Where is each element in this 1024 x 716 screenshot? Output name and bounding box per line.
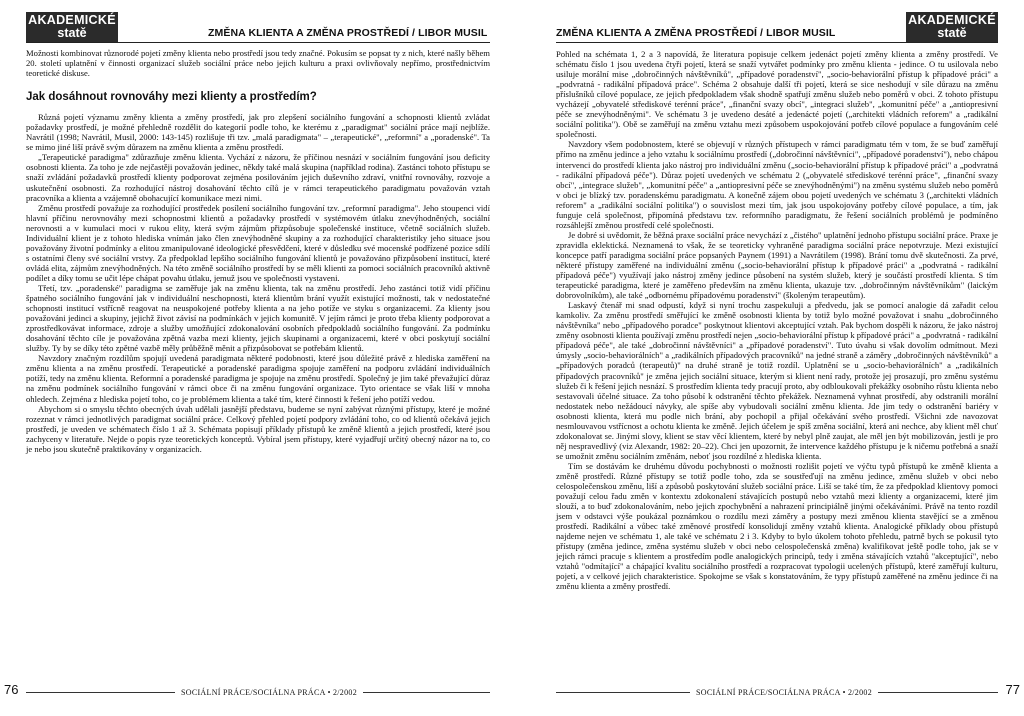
paragraph: „Terapeutické paradigma" zdůrazňuje změnu klienta. Vychází z názoru, že příčinou nesnází v sociálním fungování jsou deficity osobnosti klienta. Za toho je zde nejčastěji považován jedinec, někdy také malá skupina (například rodina). Zastánci tohoto přístupu se snaží zvládání požadavků prostředí klienty podporovat zejména posilováním jejich duševního zdraví, vnitřní rovnováhy, rozvoje a uskutečnění osobnosti. Za rozhodující nástroj dosahování těchto cílů je v rámci terapeutického paradigmatu považován vztah pracovníka a klienta a vzájemně obohacující komunikace mezi nimi. [26, 152, 490, 203]
section-heading: Jak dosáhnout rovnováhy mezi klienty a prostředím? [26, 91, 317, 104]
badge-line-2: statě [57, 26, 87, 40]
badge-line-1: AKADEMICKÉ [908, 13, 996, 27]
journal-name: SOCIÁLNÍ PRÁCE/SOCIÁLNA PRÁCA • 2/2002 [690, 688, 878, 697]
paragraph: Změnu prostředí považuje za rozhodující prostředek posílení sociálního fungování tzv. „reformní paradigma". Jeho stoupenci vidí hlavní příčinu nerovnováhy mezi schopnostmi klientů a požadavky prostředí v systémovém útlaku znevýhodněných, sociální nerovnosti a v kumulaci moci v rukou elity, která svým zájmům přizpůsobuje společenské instituce, včetně sociálních služeb. Individuální klient je z tohoto hlediska vnímán jako člen znevýhodněné skupiny a za rozhodující charakteristiky jeho situace jsou považovány životní podmínky a elitou zmanipulované ideologické přesvědčení, které v důsledku své mocenské podřízené pozice sdílí s ostatními členy své sociální vrstvy. Za předpoklad lepšího sociálního fungování klientů je považováno přizpůsobení institucí, které ovládá elita, zájmům znevýhodněných. Na této změně sociálního prostředí by se měli klienti za pomoci sociálních pracovníků aktivně podílet a díky tomu se učit lépe chápat povahu útlaku, jemuž jsou ve společnosti vystaveni. [26, 202, 490, 283]
right-body [556, 49, 998, 592]
intro-paragraph: Možnosti kombinovat různorodé pojetí změny klienta nebo prostředí jsou tedy značné. Pokusím se popsat ty z nich, které našly během 20. století uplatnění v činnosti organizací služeb sociální práce nebo jejich kulturu a praxi ovlivňovaly nepřímo, prostřednictvím teoretické diskuse. [26, 48, 490, 79]
page-number: 76 [4, 682, 19, 697]
running-title: ZMĚNA KLIENTA A ZMĚNA PROSTŘEDÍ / LIBOR MUSIL [208, 27, 488, 39]
paragraph: Třetí, tzv. „poradenské" paradigma se zaměřuje jak na změnu klienta, tak na změnu prostředí. Jeho zastánci totiž vidí příčinu špatného sociálního fungování jak v individuální neschopnosti, která klientům brání využít existující možnosti, tak v nedostatečné schopnosti institucí vstřícně reagovat na neuspokojené potřeby klienta a na jeho potíže ve styku s organizacemi. Za klienty jsou považováni jedinci a skupiny, jejichž život závisí na podmínkách v jejich komunitě. V jejím rámci je proto třeba klienty podporovat a zprostředkovávat informace, zdroje a služby umožňující zdokonalování osobních předpokladů sociálního fungování. Za podmínku dosahování těchto cíle je považována zpětná vazba mezi klienty, jejich skupinami a organizacemi, které v obci poskytují sociální služby. Ty by se díky této zpětné vazbě měly průběžně měnit a přizpůsobovat se potřebám klientů. [26, 282, 490, 354]
running-title: ZMĚNA KLIENTA A ZMĚNA PROSTŘEDÍ / LIBOR MUSIL [556, 27, 836, 39]
page-number: 77 [1005, 682, 1020, 697]
badge-line-2: statě [937, 26, 967, 40]
right-header [556, 6, 998, 43]
left-body [26, 48, 490, 454]
paragraph: Je dobré si uvědomit, že běžná praxe sociální práce nevychází z „čistého" uplatnění jednoho přístupu sociální práce. Praxe je zpravidla eklektická. Neznamená to však, že se teoreticky vyhraněné paradigma sociální práce nepotvrzuje. Mezi existující koncepce patří paradigma sociální práce popsaných Paynem (1991) a Navrátilem (1998). Brání tomu dvě skutečnosti. Za prvé, některé přístupy zaměřené na individuální změnu („socio-behaviorální přístup k případové práci" a „podvratná - radikální případová péče") využívají jako nástroj změny jedince působení na systém služeb, který je součástí prostředí klienta. S tím terapeutické paradigma, které je zaměřeno především na změnu klienta, ukazuje tzv. „dobročinným návštěvníkům" (laickým dobrovolníkům), ale také „odbornému případovému poradenství" (školeným terapeutům). [556, 229, 998, 301]
section-badge [906, 12, 998, 42]
badge-line-1: AKADEMICKÉ [28, 13, 116, 27]
paragraph: Navzdory značným rozdílům spojují uvedená paradigmata některé podobnosti, které jsou důležité právě z hlediska zaměření na změnu klienta a na změnu prostředí. Terapeutické a poradenské paradigma spojuje zaměření na podporu zvládání individuálních potíží, tedy na změnu klienta. Reformní a poradenské paradigma je spojuje na změnu prostředí. Společný je jim také převažující důraz na změnu podmínek sociálního fungování v rámci obce či na změnu fungování organizace. Tyto orientace se však liší v mnoha ohledech. Zejména z hlediska pojetí toho, co je problémem klienta a také tím, které činnosti k řešení jeho potíží vedou. [26, 353, 490, 404]
right-footer [512, 684, 1024, 706]
paragraph: Navzdory všem podobnostem, které se objevují v různých přístupech v rámci paradigmatu tém v tom, že se buď zaměřují přímo na změnu jedince a jeho vztahu k sociálnímu prostředí („dobročinní návštěvníci", „případové poradenství"), nebo chápou intervenci do prostředí klienta jako nástroj pro individuální změnu („socio-behaviorální přístup k případové práci" a „podvratná - radikální případová péče"). Důraz pojetí uvedených ve schématu 2 („obyvatelé střediskové terénní práce", „finanční svazy obcí", „integrace služeb", „komunitní péče" a „antiopresivní péče se znevýhodněnými") na změnu systému služeb nebo poměrů v obci je blízký tzv. poradenskému paradigmatu. A konečně zájem obou pojetí uvedených ve schématu 3 („architekti vládních reforem" a „radikální sociální politika") o souvislost mezi tím, jak jsou uspokojovány potřeby cílové populace, a tím, jak funguje celá společnost, připomíná představu tzv. reformního paradigmatu, že řešení sociálních problémů je podmíněno rozsáhlejší změnou prostředí celé společnosti. [556, 139, 998, 230]
left-footer [0, 684, 512, 706]
paragraph: Pohled na schémata 1, 2 a 3 napovídá, že literatura popisuje celkem jedenáct pojetí změny klienta a změny prostředí. Ve schématu číslo 1 jsou uvedena čtyři pojetí, která se snaží vytvářet podmínky pro změnu klienta - jedince. O tu usilovala nebo usiluje morální mise „dobročinných návštěvníků", „případové poradenství", „socio-behaviorální přístup k případové práci" a „podvratná - radikální případová práce". Schéma 2 obsahuje další tři pojetí, která se sice neshodují v síle důrazu na změnu příslušníků cílové populace, ze jejich předpokladem však shodně spatřují změnu služeb nebo poměrů v obci. Z tohoto přístupu vycházejí „obyvatelé střediskové terénní práce", „finanční svazy obcí", „integraci služeb", „komunitní péče" a „antiopresivní péče se znevýhodněnými". Ve schématu 3 je uvedeno desáté a jedenácté pojetí („architekti vládních reforem" a „radikální sociální politika"). Obě se zaměřují na změnu vztahu mezi způsobem uspokojování potřeb cílové populace a fungováním celé společnosti. [556, 49, 998, 140]
paragraph: Abychom si o smyslu těchto obecných úvah udělali jasnější představu, budeme se nyní zabývat různými přístupy, které je možné rozeznat v rámci jednotlivých paradigmat sociální práce. Celkový přehled pojetí podpory zvládání toho, co od klientů očekává jejich prostředí, je uveden ve schématech číslo 1 až 3. Schémata popisují příklady přístupů ke změně klientů a jejich prostředí, které jsou zachyceny v literatuře. Nejde o popis ryze teoretických konceptů. Vybíral jsem přístupy, které vyjadřují určitý obecný názor na to, co je nebo jsou skutečně praktikovány v organizacích. [26, 403, 490, 454]
section-badge [26, 12, 118, 42]
paragraph: Laskavý čtenář mi snad odpustí, když si nyní trochu zaspekuluji a předvedu, jak se pomocí analogie dá zařadit celou kamkoliv. Za změnu prostředí směřující ke změně osobnosti klienta by totiž bylo možné považovat i snahu „dobročinného návštěvníka" nebo „případového poradce" poskytnout klientovi akceptující vztah. Pak bychom dospěli k názoru, že jako nástroj změny osobnosti klienta používají změnu prostředí nejen „socio-behaviorální přístup k případové práci" a „podvratná - radikální případová péče", ale také „dobročinní návštěvníci" a „případové poradenství". Tuto úvahu si však dovolím odmítnout. Mezi úmysly „socio-behaviorálních" a „radikálních případových pracovníků" na jedné straně a záměry „dobročinných návštěvníků" a „případových poradců (terapeutů)" na druhé straně je totiž rozdíl. Uplatnění se u „socio-behaviorálních" a „radikálních případových pracovníků" je změna jejich sociální situace, kterým si klient není rady, protože jej prosazují, pro změnu systému služeb či k řešení jejich nesnází. S prostředím klienta tedy pracují proto, aby odbloukovali překážky osobního růstu klienta nebo sestavovali účelné situace. Za toho působí k odstranění těchto překážek. Neznamená vyhnat prostředí, aby odstranili morální nedostatek nebo nežádoucí návyky, ale spíše aby vybudovali sociální změnu klienta. Jde jim tedy o odstranění bariéry v osobnosti klienta, která mu podle nich brání, aby pochopil a přijal očekávání svého prostředí. Všichni zde navozovat nesmlouvavou vstřícnost a ochotu klienta ke změně. Jejich účelem je spíš změna sociální, která ani nechce, aby klient měl chuť zdokonalovat se. Jinými slovy, klient se stav věcí klientem, které by nebyl plně zaujat, ale měl jen být mobilizován, jestli je pro něj nespravedlivý (viz Alexandr, 1982: 20–22). Chci jen upozornit, že intervence každého přístupu je k ničemu potřebná a snaží se umožnit změnu sociálním změnám, neboť jsou rozdílné z hlediska klienta. [556, 300, 998, 461]
right-page [512, 0, 1024, 716]
paragraph: Tím se dostávám ke druhému důvodu pochybnosti o možnosti rozlišit pojetí ve výčtu typů přístupů ke změně klienta a změně prostředí. Různé přístupy se totiž podle toho, zda se soustřeďují na změnu jedince, změnu služeb v obci nebo celospolečenskou změnu, liší a způsobů poskytování služeb sociální práce. Liší se také tím, že za předpoklad klientovy pomoci považují celou řadu změn v kontextu zdokonalení stávajících postupů nebo vztahů mezi klienty a organizacemi, které jim slouží, a to buď zdokonalováním, nebo jejich zpochybnění a nahrazení principiálně jinými očekáváními. Právě na tento rozdíl jsem v odstavci výše poukázal poznámkou o rozdílu mezi záměry a postupy mezi změnou klienta stavějící se a změnou prostředí. Radikální a vůbec také změnové prostředí konsolidují změny vztahů klienta. Analogické příklady obou přístupů najdeme nejen ve schématu 1, ale také ve schématu 2 i 3. Kdyby to bylo úkolem tohoto přehledu, patrně bych se pokusil tyto přístupy (změna jedince, změna systému služeb v obci nebo celospolečenská změna) kvalifikovat ještě podle toho, jak se v jejich rámci pracuje s klientem a prostředím podle analogických principů, tedy i změna stávajících vztahů "akceptující", nebo vztahů "odmítající" a chápající kvalitu sociálního prostředí a rozpracovat typologii ucelených přístupů, které zaměřují kulturu, pojetí, a v celkové jejich charakteristice. Spokojme se však s konstatováním, že typy přístupů zaměřené na změnu jedince či na změnu klienta a změny prostředí. [556, 460, 998, 592]
paragraph: Různá pojetí významu změny klienta a změny prostředí, jak pro zlepšení sociálního fungování a schopnosti klientů zvládat požadavky prostředí, je možné přehledně rozdělit do kategorií podle toho, ke kterému z „paradigmat" sociální práce mají nejblíže. Navrátil (1998; Navrátil, Musil, 2000: 143-145) rozlišuje tři tzv. „malá paradigmata" – „terapeutické", „reformní" a „poradenské". Ta se mimo jiné liší právě svým důrazem na změnu klienta a změnu prostředí. [26, 112, 490, 153]
journal-name: SOCIÁLNÍ PRÁCE/SOCIÁLNA PRÁCA • 2/2002 [175, 688, 363, 697]
left-header [26, 6, 490, 43]
